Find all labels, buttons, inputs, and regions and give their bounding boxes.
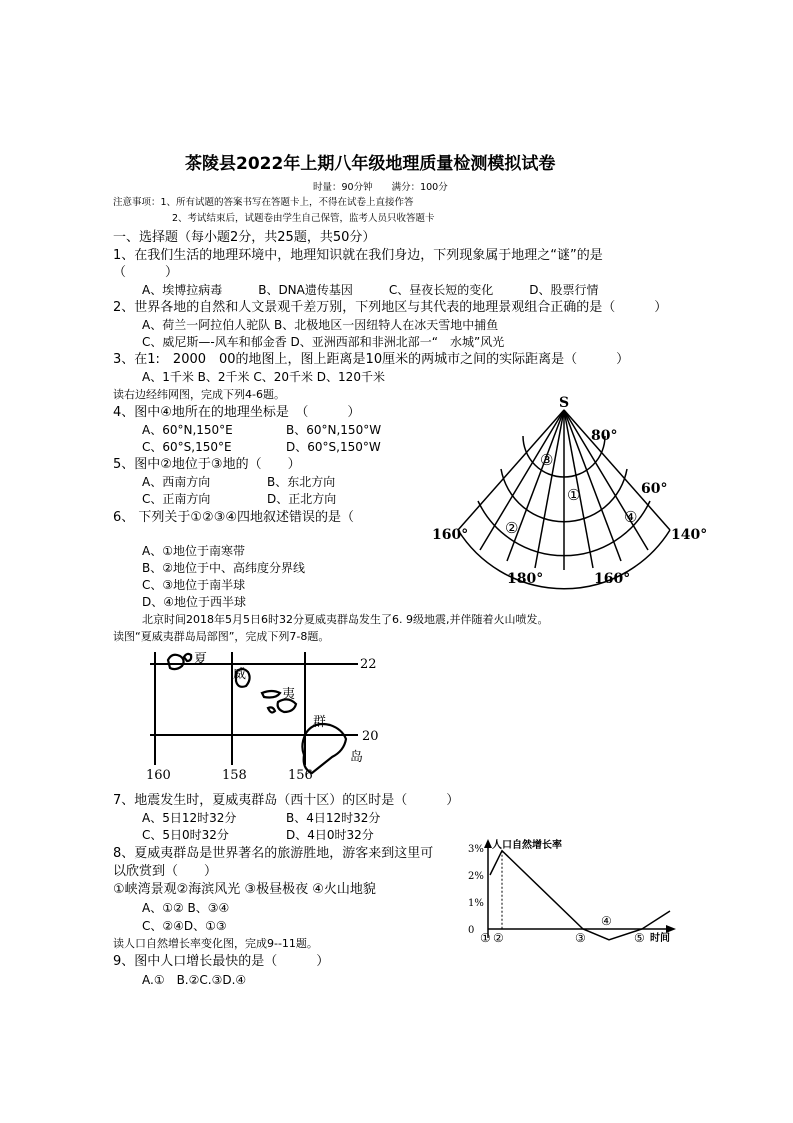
- q2-options-ab: A、荷兰一阿拉伯人驼队 B、北极地区一因纽特人在冰天雪地中捕鱼: [142, 318, 499, 332]
- q5-option-a: A、西南方向: [142, 475, 211, 489]
- q3-options: A、1千米 B、2千米 C、20千米 D、120千米: [142, 370, 385, 384]
- q4-option-b: B、60°N,150°W: [286, 423, 382, 437]
- y-axis-arrow: [484, 839, 492, 848]
- q5-stem: 5、图中②地位于③地的（ ）: [113, 457, 301, 472]
- y-tick-label: 1%: [468, 898, 484, 909]
- y-tick-label: 0: [468, 925, 475, 936]
- q4-option-c: C、60°S,150°E: [142, 440, 232, 454]
- lat-60-label: 60°: [641, 481, 668, 497]
- q1-paren: （ ）: [113, 265, 179, 280]
- section-heading: 一、选择题（每小题2分，共25题，共50分）: [113, 230, 376, 245]
- q8-options-cd: C、②④D、①③: [142, 919, 227, 933]
- q5-option-b: B、东北方向: [267, 475, 336, 489]
- point-4: ④: [624, 508, 638, 526]
- map-char-dao: 岛: [350, 750, 364, 765]
- lon-160-left-label: 160°: [432, 527, 469, 543]
- q4-option-d: D、60°S,150°W: [286, 440, 381, 454]
- q8-stem-2: 以欣赏到（ ）: [113, 864, 218, 879]
- lat-22-label: 22: [360, 657, 377, 672]
- intro-7-8-a: 北京时间2018年5月5日6时32分夏威夷群岛发生了6. 9级地震,并伴随着火山喷发。: [142, 613, 549, 626]
- q2-options-cd: C、威尼斯—-风车和郁金香 D、亚洲西部和非洲北部一“ 水城”风光: [142, 335, 505, 349]
- notice-1: 注意事项：1、所有试题的答案书写在答题卡上，不得在试卷上直接作答: [113, 197, 414, 208]
- series-line: [490, 851, 670, 940]
- q6-option-d: D、④地位于西半球: [142, 595, 246, 609]
- map-char-xia: 夏: [194, 652, 208, 667]
- pole-label: S: [559, 395, 570, 411]
- q4-stem: 4、图中④地所在的地理坐标是 （ ）: [113, 405, 361, 420]
- q3-stem: 3、在1: 2000 00的地图上，图上距离是10厘米的两城市之间的实际距离是（ ）: [113, 352, 630, 367]
- q6-option-a: A、①地位于南寒带: [142, 544, 245, 558]
- q5-option-d: D、正北方向: [267, 492, 337, 506]
- q2-stem: 2、世界各地的自然和人文景观千差万别，下列地区与其代表的地理景观组合正确的是（ ）: [113, 300, 668, 315]
- y-tick-label: 3%: [468, 844, 484, 855]
- q1-options: A、埃博拉病毒 B、DNA遗传基因 C、昼夜长短的变化 D、股票行情: [142, 283, 599, 297]
- q8-stem: 8、夏威夷群岛是世界著名的旅游胜地，游客来到这里可: [113, 846, 434, 861]
- x-axis-arrow: [666, 925, 676, 933]
- q5-option-c: C、正南方向: [142, 492, 211, 506]
- lon-160-bottom-label: 160°: [594, 571, 631, 587]
- q7-option-a: A、5日12时32分: [142, 811, 237, 825]
- q6-stem: 6、 下列关于①②③④四地叙述错误的是（: [113, 510, 355, 525]
- q6-option-b: B、②地位于中、高纬度分界线: [142, 561, 305, 575]
- chart-title: 人口自然增长率: [492, 840, 562, 851]
- q9-options: A.① B.②C.③D.④: [142, 973, 247, 987]
- time-score: 时量：90分钟 满分：100分: [313, 182, 448, 193]
- lon-158-label: 158: [222, 768, 247, 783]
- intro-9-11: 读人口自然增长率变化图，完成9--11题。: [113, 937, 318, 950]
- lon-180-label: 180°: [507, 571, 544, 587]
- point-label: ④: [601, 914, 612, 928]
- lat-80-label: 80°: [591, 428, 618, 444]
- y-tick-label: 2%: [468, 871, 484, 882]
- q6-option-c: C、③地位于南半球: [142, 578, 246, 592]
- point-label: ③: [575, 931, 586, 945]
- q4-option-a: A、60°N,150°E: [142, 423, 233, 437]
- lon-140-label: 140°: [671, 527, 708, 543]
- q7-option-c: C、5日0时32分: [142, 828, 229, 842]
- x-axis-label: 时间: [650, 933, 670, 944]
- q8-options-ab: A、①② B、③④: [142, 901, 230, 915]
- map-char-yi: 夷: [282, 687, 296, 702]
- lon-156-label: 156: [288, 768, 313, 783]
- map-char-wei: 威: [233, 667, 247, 682]
- notice-2: 2、考试结束后，试题卷由学生自己保管，监考人员只收答题卡: [172, 213, 435, 224]
- lon-160-label: 160: [146, 768, 171, 783]
- q7-option-d: D、4日0时32分: [286, 828, 374, 842]
- point-2: ②: [505, 519, 519, 537]
- intro-7-8-b: 读图“夏威夷群岛局部图”，完成下列7-8题。: [113, 630, 330, 643]
- map-char-qun: 群: [313, 715, 327, 730]
- q9-stem: 9、图中人口增长最快的是（ ）: [113, 954, 330, 969]
- q8-items: ①峡湾景观②海滨风光 ③极昼极夜 ④火山地貌: [113, 882, 376, 897]
- q1-stem: 1、在我们生活的地理环境中，地理知识就在我们身边，下列现象属于地理之“谜”的是: [113, 248, 603, 263]
- point-3: ③: [540, 451, 554, 469]
- q7-stem: 7、地震发生时，夏威夷群岛（西十区）的区时是（ ）: [113, 793, 460, 808]
- q7-option-b: B、4日12时32分: [286, 811, 381, 825]
- point-label: ⑤: [634, 931, 645, 945]
- point-label: ①: [480, 931, 491, 945]
- lat-20-label: 20: [362, 729, 379, 744]
- intro-4-6: 读右边经纬网图，完成下列4-6题。: [113, 388, 285, 401]
- point-label: ②: [493, 931, 504, 945]
- page-title: 茶陵县2022年上期八年级地理质量检测模拟试卷: [185, 154, 556, 174]
- point-1: ①: [567, 486, 581, 504]
